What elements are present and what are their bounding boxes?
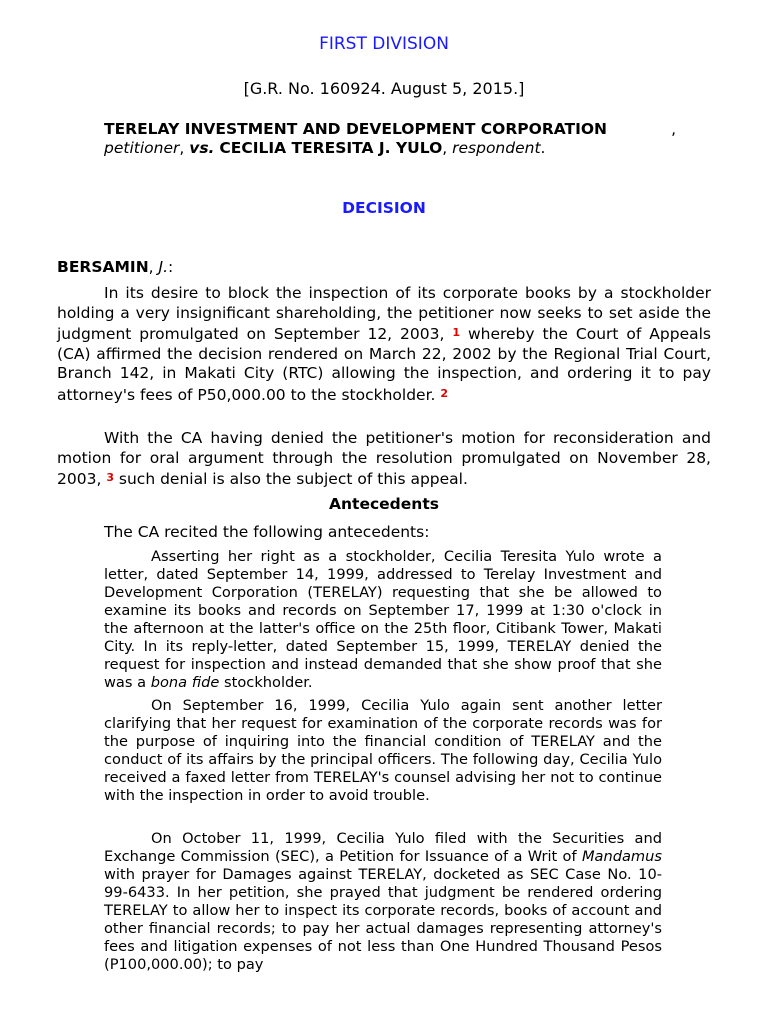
respondent-line: petitioner, vs. CECILIA TERESITA J. YULO, respondent.	[104, 139, 546, 157]
petitioner-name: TERELAY INVESTMENT AND DEVELOPMENT CORPORATION	[104, 120, 608, 138]
paragraph-2	[57, 429, 711, 490]
case-number: [G.R. No. 160924. August 5, 2015.]	[243, 79, 525, 98]
respondent-period: .	[540, 139, 546, 157]
quoted-paragraph-2	[104, 697, 662, 805]
ponente-title: J.	[158, 258, 169, 276]
ponente-suffix: :	[168, 258, 174, 276]
quote-1-text-a: Asserting her right as a stockholder, Cecilia Teresita Yulo wrote a letter, dated September 14, 1999, addressed to Terelay Investment and Development Corporation (TERELAY) requesting that she be allowed to examine its books and records on September 17, 1999 at 1:30 o'clock in the afternoon at the latter's office on the 25th floor, Citibank Tower, Makati City. In its reply-letter, dated September 15, 1999, TERELAY denied the request for inspection and instead demanded that she show proof that she was a	[104, 548, 662, 691]
petitioner-line	[104, 120, 676, 139]
paragraph-3-text: The CA recited the following antecedents:	[104, 523, 430, 541]
quote-2-text: On September 16, 1999, Cecilia Yulo again sent another letter clarifying that her request for examination of the corporate records was for the purpose of inquiring into the financial condition of TERELAY and the conduct of its affairs by the principal officers. The following day, Cecilia Yulo received a faxed letter from TERELAY's counsel advising her not to continue with the inspection in order to avoid trouble.	[104, 697, 662, 804]
case-parties	[104, 120, 676, 158]
parties-separator: ,	[179, 139, 190, 157]
paragraph-1	[57, 284, 711, 405]
paragraph-2-text-b: such denial is also the subject of this appeal.	[113, 470, 468, 488]
paragraph-2-text-a: With the CA having denied the petitioner's motion for reconsideration and motion for oral argument through the resolution promulgated on November 28, 2003,	[57, 429, 711, 488]
ponente-name: BERSAMIN	[57, 258, 149, 276]
quoted-paragraph-3	[104, 830, 662, 974]
ponente-line: BERSAMIN, J.:	[57, 258, 174, 276]
quote-3-text-a: On October 11, 1999, Cecilia Yulo filed with the Securities and Exchange Commission (SEC), a Petition for Issuance of a Writ of	[104, 830, 662, 865]
quote-3-text-b: with prayer for Damages against TERELAY, docketed as SEC Case No. 10-99-6433. In her petition, she prayed that judgment be rendered ordering TERELAY to allow her to inspect its corporate records, books of account and other financial records; to pay her actual damages representing attorney's fees and litigation expenses of not less than One Hundred Thousand Pesos (P100,000.00); to pay	[104, 866, 662, 973]
quote-3-italic: Mandamus	[581, 848, 662, 865]
versus-label: vs.	[189, 139, 215, 157]
respondent-name: CECILIA TERESITA J. YULO	[219, 139, 443, 157]
paragraph-1-text-a: In its desire to block the inspection of its corporate books by a stockholder holding a very insignificant shareholding, the petitioner now seeks to set aside the judgment promulgated on September 12, 2003,	[57, 284, 711, 343]
decision-heading: DECISION	[342, 199, 426, 217]
petitioner-comma: ,	[671, 120, 676, 138]
paragraph-1-text-b: whereby the Court of Appeals (CA) affirmed the decision rendered on March 22, 2002 by the Regional Trial Court, Branch 142, in Makati City (RTC) allowing the inspection, and ordering it to pay attorney's fees of P50,000.00 to the stockholder.	[57, 325, 711, 404]
quote-1-text-b: stockholder.	[219, 674, 313, 691]
petitioner-role: petitioner	[104, 139, 180, 157]
quoted-paragraph-1	[104, 548, 662, 692]
quote-1-italic: bona fide	[150, 674, 220, 691]
paragraph-3	[57, 523, 711, 543]
footnote-link-3[interactable]: 3	[106, 471, 114, 484]
footnote-link-1[interactable]: 1	[452, 326, 461, 339]
footnote-link-2[interactable]: 2	[440, 386, 449, 400]
respondent-role: respondent	[452, 139, 541, 157]
antecedents-heading: Antecedents	[329, 495, 439, 513]
division-heading: FIRST DIVISION	[319, 34, 449, 54]
